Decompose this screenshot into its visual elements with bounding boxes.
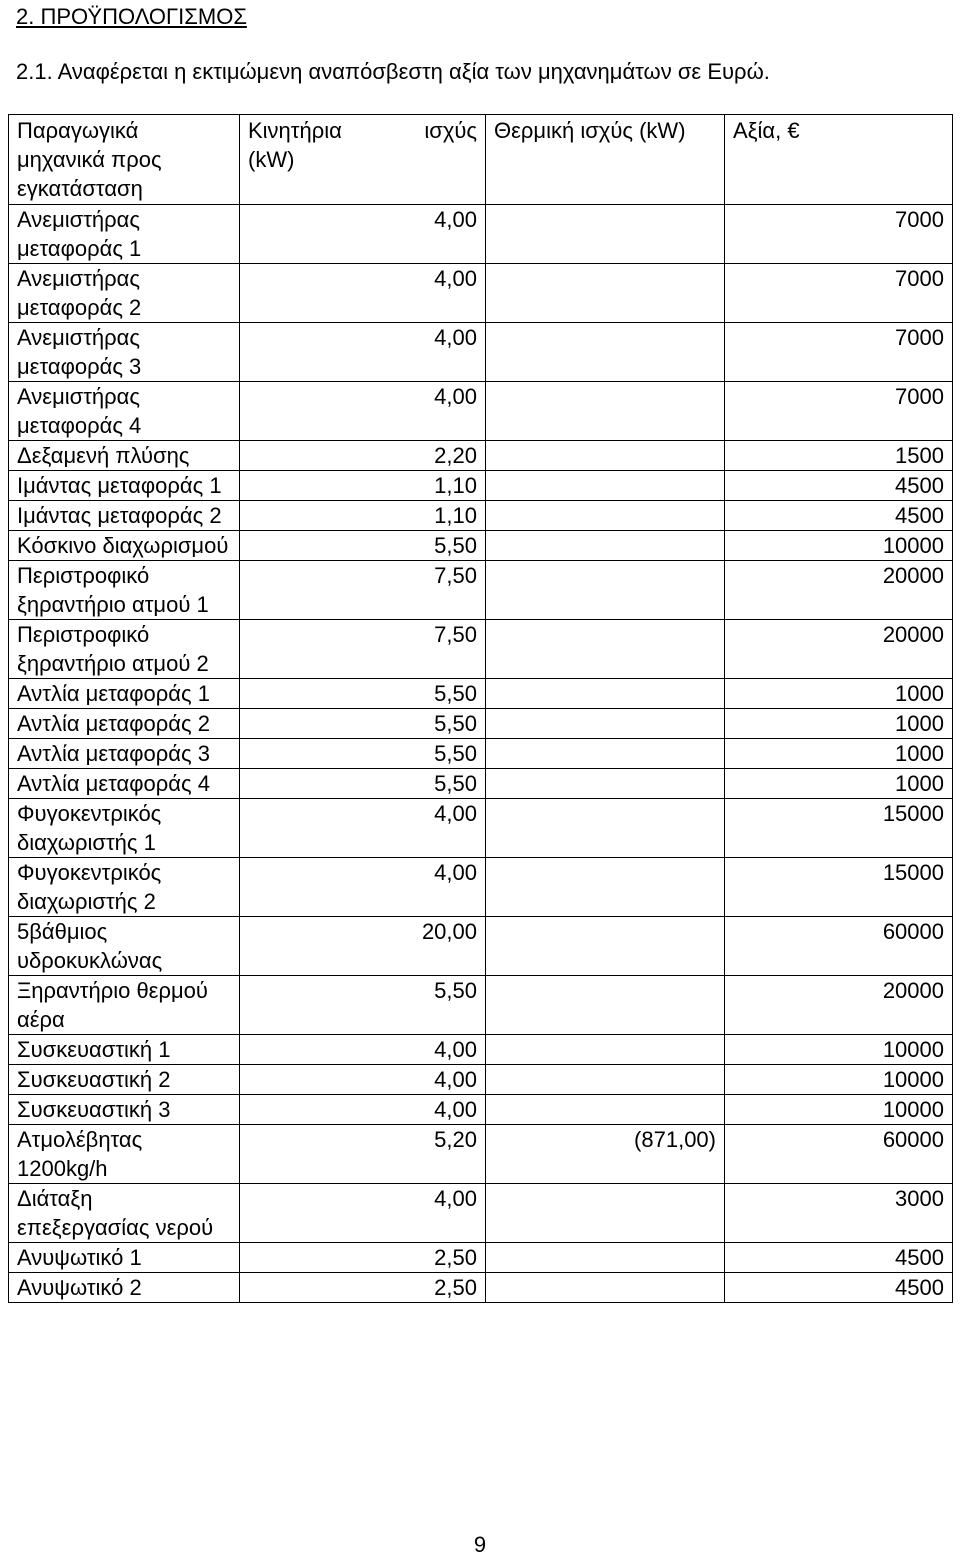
kinetic-power: 4,00 (240, 1035, 486, 1065)
equipment-budget-table (8, 114, 953, 1303)
table-row (9, 799, 953, 858)
equipment-name: Ανυψωτικό 1 (9, 1243, 240, 1273)
header-kinetic-label: Κινητήρια ισχύς (248, 118, 477, 143)
equipment-name: Ιμάντας μεταφοράς 2 (9, 501, 240, 531)
header-thermal-power: Θερμική ισχύς (kW) (486, 115, 725, 205)
table-row (9, 1184, 953, 1243)
thermal-power (486, 471, 725, 501)
thermal-power (486, 1095, 725, 1125)
thermal-power (486, 382, 725, 441)
thermal-power (486, 799, 725, 858)
equipment-name: Ανεμιστήρας μεταφοράς 1 (9, 205, 240, 264)
table-row (9, 1273, 953, 1303)
kinetic-power: 2,50 (240, 1273, 486, 1303)
table-header-row (9, 115, 953, 205)
thermal-power (486, 1065, 725, 1095)
page-number: 9 (473, 1532, 487, 1557)
table-row (9, 382, 953, 441)
kinetic-power: 4,00 (240, 382, 486, 441)
equipment-name: Ανεμιστήρας μεταφοράς 2 (9, 264, 240, 323)
equipment-value: 20000 (725, 976, 953, 1035)
kinetic-power: 4,00 (240, 858, 486, 917)
equipment-name: Δεξαμενή πλύσης (9, 441, 240, 471)
thermal-power (486, 501, 725, 531)
kinetic-power: 5,50 (240, 709, 486, 739)
equipment-value: 7000 (725, 382, 953, 441)
table-row (9, 264, 953, 323)
table-row (9, 739, 953, 769)
table-row (9, 769, 953, 799)
kinetic-power: 5,50 (240, 976, 486, 1035)
equipment-name: Ανεμιστήρας μεταφοράς 3 (9, 323, 240, 382)
equipment-name: Κόσκινο διαχωρισμού (9, 531, 240, 561)
equipment-name: Ατμολέβητας 1200kg/h (9, 1125, 240, 1184)
table-row (9, 858, 953, 917)
table-row (9, 620, 953, 679)
kinetic-power: 5,50 (240, 679, 486, 709)
equipment-name: Συσκευαστική 1 (9, 1035, 240, 1065)
equipment-value: 4500 (725, 471, 953, 501)
equipment-value: 4500 (725, 1243, 953, 1273)
equipment-value: 1000 (725, 679, 953, 709)
subsection-text: 2.1. Αναφέρεται η εκτιμώμενη αναπόσβεστη αξία των μηχανημάτων σε Ευρώ. (16, 59, 770, 84)
table-row (9, 1095, 953, 1125)
kinetic-power: 4,00 (240, 205, 486, 264)
equipment-name: Περιστροφικό ξηραντήριο ατμού 2 (9, 620, 240, 679)
kinetic-power: 4,00 (240, 1184, 486, 1243)
thermal-power (486, 1243, 725, 1273)
equipment-value: 7000 (725, 264, 953, 323)
table-row (9, 1243, 953, 1273)
header-kinetic-power (240, 115, 486, 205)
equipment-value: 15000 (725, 858, 953, 917)
equipment-name: Αντλία μεταφοράς 1 (9, 679, 240, 709)
table-row (9, 1065, 953, 1095)
equipment-value: 1500 (725, 441, 953, 471)
thermal-power (486, 769, 725, 799)
table-row (9, 709, 953, 739)
section-title: 2. ΠΡΟΫΠΟΛΟΓΙΣΜΟΣ (16, 4, 247, 29)
equipment-value: 7000 (725, 323, 953, 382)
thermal-power (486, 1184, 725, 1243)
equipment-value: 10000 (725, 1035, 953, 1065)
equipment-name: Αντλία μεταφοράς 2 (9, 709, 240, 739)
equipment-value: 4500 (725, 501, 953, 531)
kinetic-power: 5,50 (240, 739, 486, 769)
header-kinetic-unit: (kW) (248, 147, 295, 172)
table-row (9, 471, 953, 501)
thermal-power (486, 917, 725, 976)
thermal-power: (871,00) (486, 1125, 725, 1184)
equipment-name: Ανυψωτικό 2 (9, 1273, 240, 1303)
equipment-value: 1000 (725, 709, 953, 739)
thermal-power (486, 264, 725, 323)
thermal-power (486, 976, 725, 1035)
table-body (9, 205, 953, 1303)
table-row (9, 441, 953, 471)
equipment-name: Συσκευαστική 3 (9, 1095, 240, 1125)
thermal-power (486, 858, 725, 917)
equipment-value: 3000 (725, 1184, 953, 1243)
kinetic-power: 5,50 (240, 531, 486, 561)
equipment-name: Συσκευαστική 2 (9, 1065, 240, 1095)
equipment-value: 1000 (725, 769, 953, 799)
thermal-power (486, 531, 725, 561)
kinetic-power: 2,50 (240, 1243, 486, 1273)
equipment-value: 60000 (725, 917, 953, 976)
thermal-power (486, 1035, 725, 1065)
equipment-value: 20000 (725, 620, 953, 679)
equipment-name: Ιμάντας μεταφοράς 1 (9, 471, 240, 501)
equipment-value: 7000 (725, 205, 953, 264)
table-row (9, 1035, 953, 1065)
equipment-value: 20000 (725, 561, 953, 620)
equipment-value: 10000 (725, 1065, 953, 1095)
equipment-name: Αντλία μεταφοράς 4 (9, 769, 240, 799)
kinetic-power: 7,50 (240, 620, 486, 679)
kinetic-power: 4,00 (240, 1095, 486, 1125)
thermal-power (486, 205, 725, 264)
thermal-power (486, 561, 725, 620)
equipment-value: 15000 (725, 799, 953, 858)
equipment-value: 1000 (725, 739, 953, 769)
kinetic-power: 1,10 (240, 471, 486, 501)
equipment-name: Ανεμιστήρας μεταφοράς 4 (9, 382, 240, 441)
equipment-value: 4500 (725, 1273, 953, 1303)
thermal-power (486, 620, 725, 679)
equipment-value: 10000 (725, 531, 953, 561)
thermal-power (486, 1273, 725, 1303)
equipment-value: 60000 (725, 1125, 953, 1184)
kinetic-power: 2,20 (240, 441, 486, 471)
equipment-name: 5βάθμιος υδροκυκλώνας (9, 917, 240, 976)
table-row (9, 917, 953, 976)
table-row (9, 501, 953, 531)
kinetic-power: 5,50 (240, 769, 486, 799)
header-equipment: Παραγωγικά μηχανικά προς εγκατάσταση (9, 115, 240, 205)
table-row (9, 1125, 953, 1184)
kinetic-power: 20,00 (240, 917, 486, 976)
kinetic-power: 4,00 (240, 264, 486, 323)
equipment-value: 10000 (725, 1095, 953, 1125)
header-value: Αξία, € (725, 115, 953, 205)
table-row (9, 679, 953, 709)
thermal-power (486, 709, 725, 739)
kinetic-power: 7,50 (240, 561, 486, 620)
table-row (9, 976, 953, 1035)
kinetic-power: 4,00 (240, 1065, 486, 1095)
thermal-power (486, 323, 725, 382)
thermal-power (486, 739, 725, 769)
equipment-name: Φυγοκεντρικός διαχωριστής 2 (9, 858, 240, 917)
kinetic-power: 4,00 (240, 799, 486, 858)
table-row (9, 531, 953, 561)
kinetic-power: 5,20 (240, 1125, 486, 1184)
table-row (9, 205, 953, 264)
kinetic-power: 1,10 (240, 501, 486, 531)
thermal-power (486, 441, 725, 471)
thermal-power (486, 679, 725, 709)
equipment-name: Διάταξη επεξεργασίας νερού (9, 1184, 240, 1243)
equipment-name: Φυγοκεντρικός διαχωριστής 1 (9, 799, 240, 858)
kinetic-power: 4,00 (240, 323, 486, 382)
equipment-name: Ξηραντήριο θερμού αέρα (9, 976, 240, 1035)
table-row (9, 561, 953, 620)
table-row (9, 323, 953, 382)
equipment-name: Περιστροφικό ξηραντήριο ατμού 1 (9, 561, 240, 620)
equipment-name: Αντλία μεταφοράς 3 (9, 739, 240, 769)
